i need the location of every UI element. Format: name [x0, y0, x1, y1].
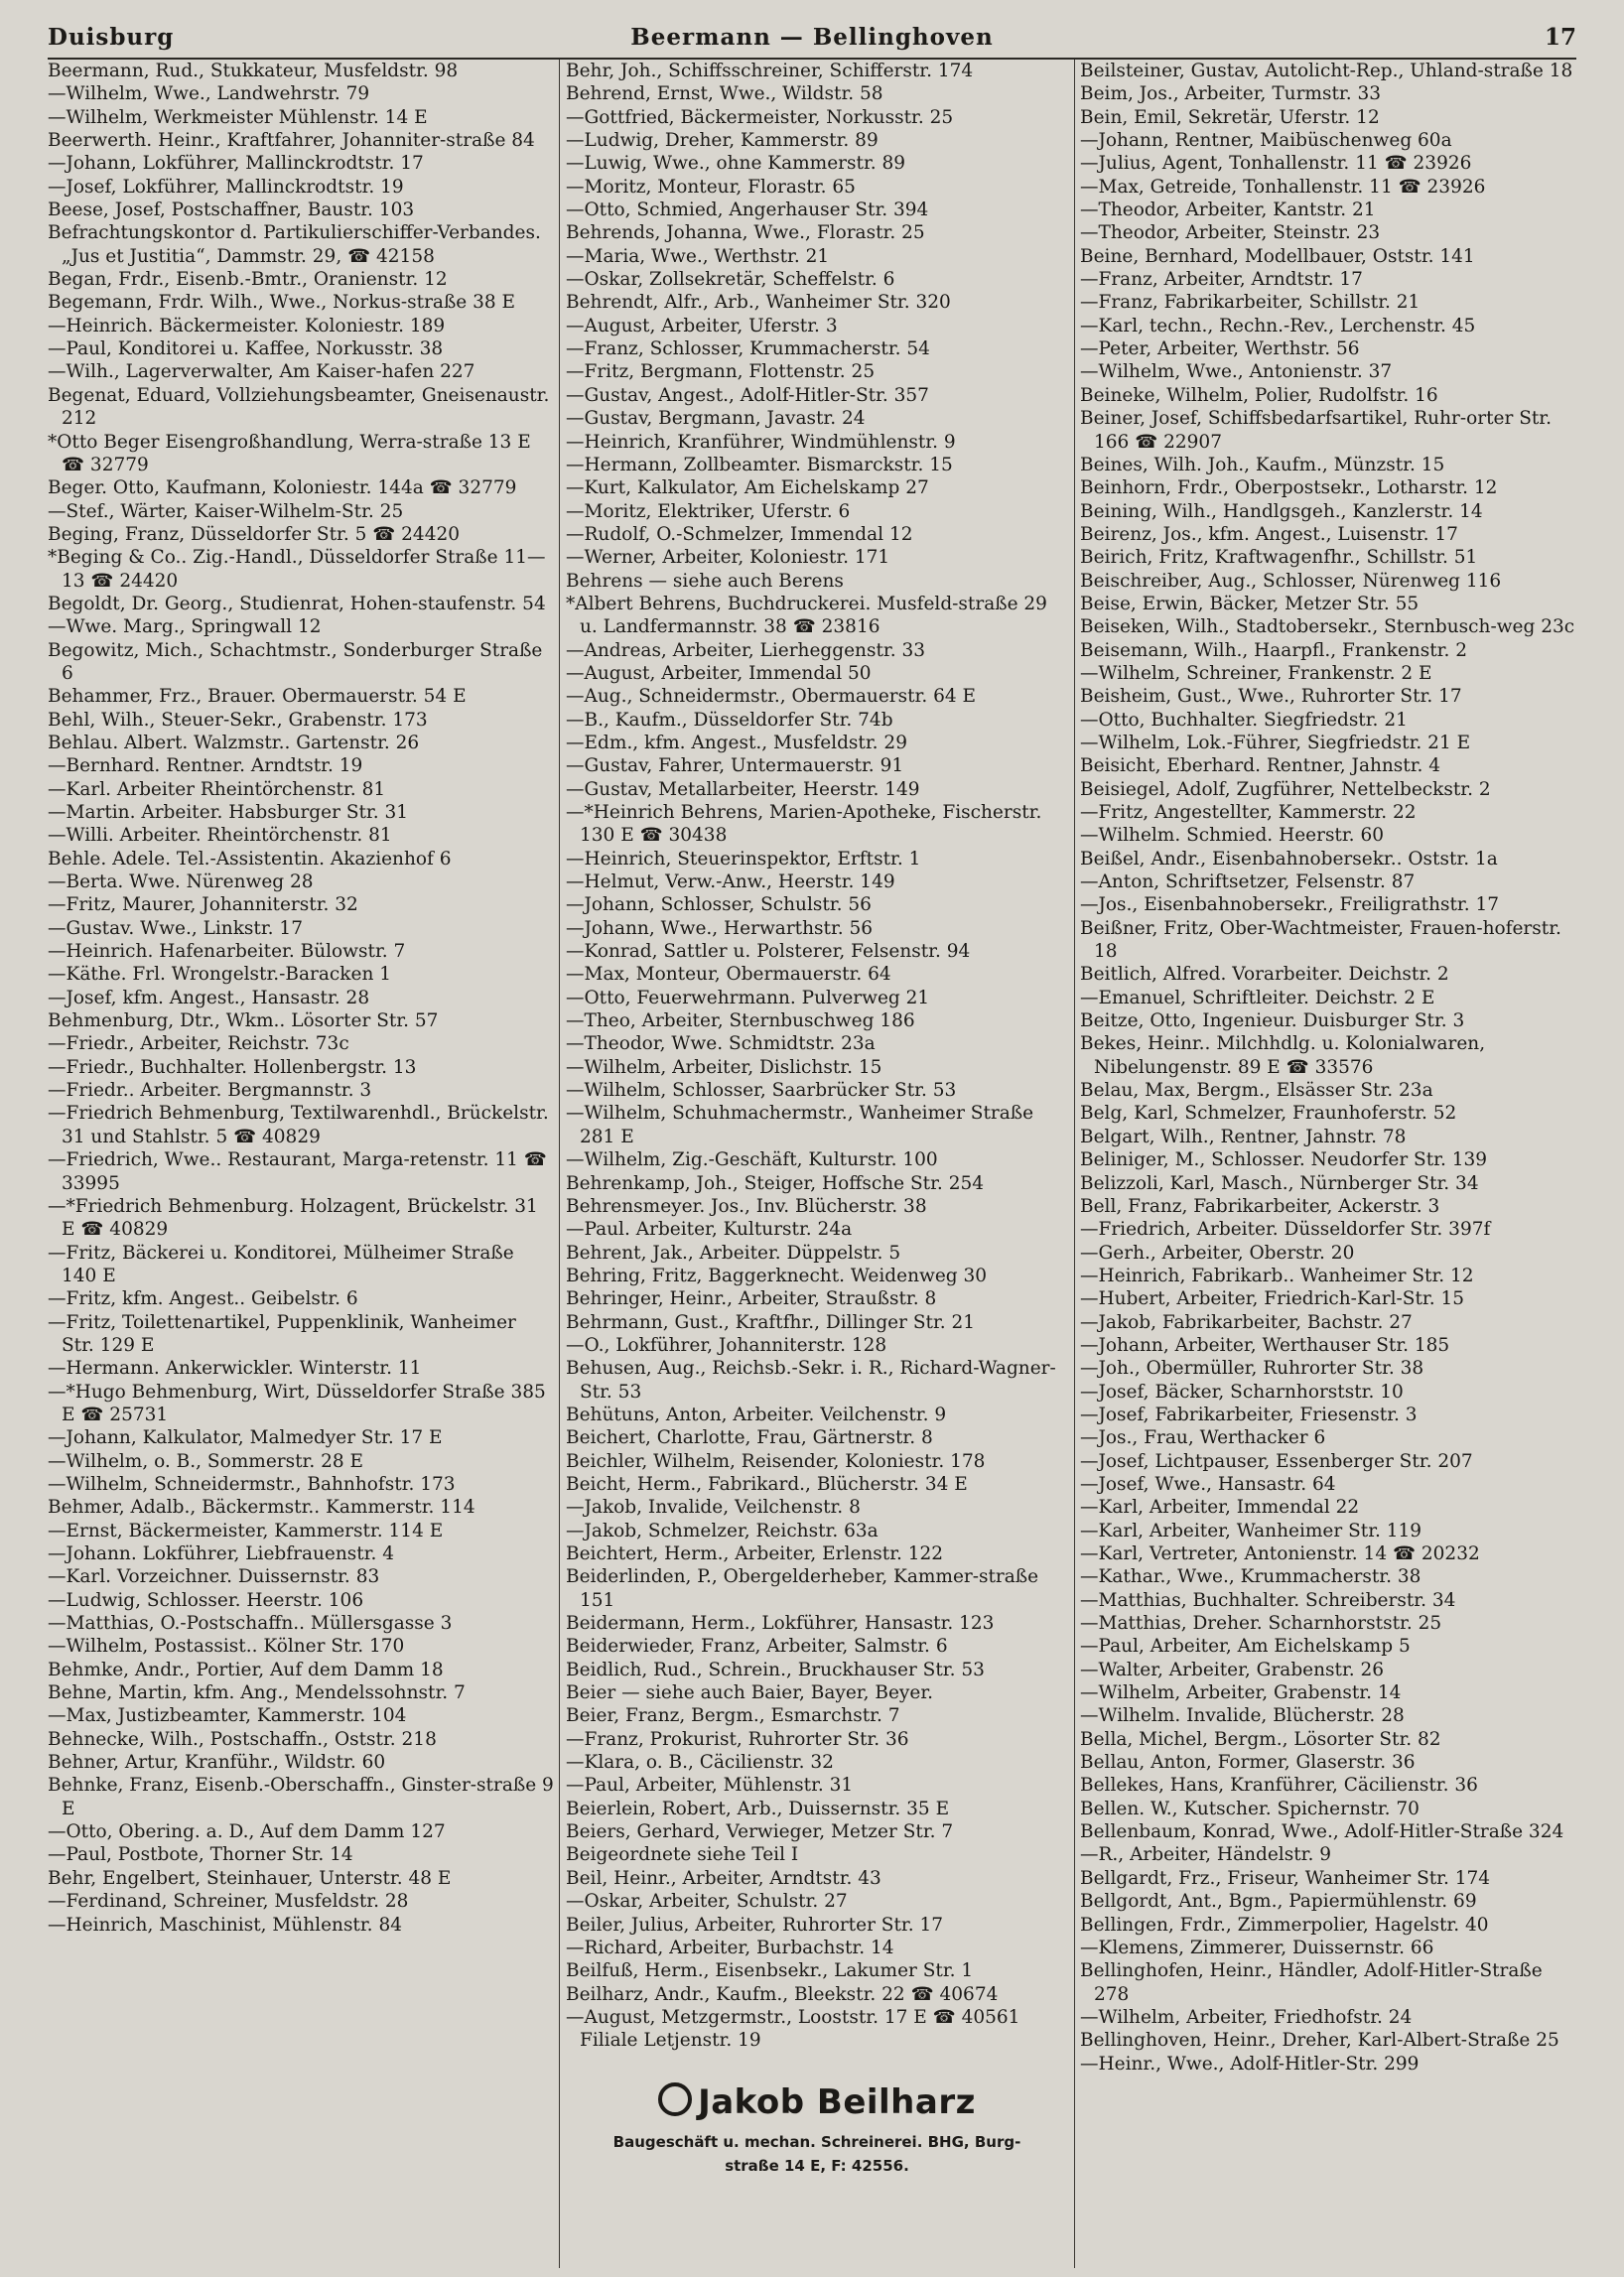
directory-entry: —Wilhelm, Schuhmachermstr., Wanheimer Straße 281 E — [566, 1103, 1034, 1147]
directory-entry: —Berta. Wwe. Nürenweg 28 — [48, 871, 314, 893]
directory-entry: Belgart, Wilh., Rentner, Jahnstr. 78 — [1080, 1126, 1407, 1147]
directory-entry: Beichtert, Herm., Arbeiter, Erlenstr. 122 — [566, 1543, 944, 1564]
directory-entry: Behrensmeyer. Jos., Inv. Blücherstr. 38 — [566, 1195, 927, 1217]
directory-entry: Beichler, Wilhelm, Reisender, Koloniestr. 178 — [566, 1450, 986, 1472]
directory-entry: Behring, Fritz, Baggerknecht. Weidenweg 30 — [566, 1265, 988, 1286]
directory-entry: Behne, Martin, kfm. Ang., Mendelssohnstr. 7 — [48, 1682, 466, 1704]
directory-entry: —Fritz, Bergmann, Flottenstr. 25 — [566, 361, 876, 383]
ad-text-line: Baugeschäft u. mechan. Schreinerei. BHG, Burg- — [612, 2132, 1021, 2151]
directory-entry: —Gustav, Bergmann, Javastr. 24 — [566, 408, 866, 430]
directory-entry: Beigeordnete siehe Teil I — [566, 1844, 799, 1866]
directory-entry: —Johann, Schlosser, Schulstr. 56 — [566, 894, 872, 916]
directory-entry: Behrenkamp, Joh., Steiger, Hoffsche Str. 254 — [566, 1172, 985, 1194]
directory-entry: —Heinrich, Steuerinspektor, Erftstr. 1 — [566, 848, 921, 870]
directory-entry: Beidlich, Rud., Schrein., Bruckhauser Str. 53 — [566, 1659, 985, 1680]
directory-entry: Beichert, Charlotte, Frau, Gärtnerstr. 8 — [566, 1427, 933, 1449]
directory-entry: —Karl. Arbeiter Rheintörchenstr. 81 — [48, 778, 386, 800]
directory-entry: Behmenburg, Dtr., Wkm.. Lösorter Str. 57 — [48, 1010, 439, 1032]
directory-entry: —Josef, Lichtpauser, Essenberger Str. 207 — [1080, 1450, 1473, 1472]
directory-entry: —Paul, Arbeiter, Mühlenstr. 31 — [566, 1775, 854, 1797]
directory-entry: Beiderlinden, P., Obergelderheber, Kammer-straße 151 — [566, 1566, 1039, 1611]
directory-entry: —Moritz, Monteur, Florastr. 65 — [566, 176, 856, 198]
directory-entry: —Josef, Bäcker, Scharnhorststr. 10 — [1080, 1381, 1404, 1403]
directory-entry: —Wilhelm, Wwe., Landwehrstr. 79 — [48, 83, 370, 105]
directory-entry: Beermann, Rud., Stukkateur, Musfeldstr. 98 — [48, 61, 459, 81]
directory-entry: —Jos., Frau, Werthacker 6 — [1080, 1427, 1326, 1449]
directory-entry: —Kathar., Wwe., Krummacherstr. 38 — [1080, 1566, 1421, 1588]
directory-entry: —Wilhelm, Werkmeister Mühlenstr. 14 E — [48, 106, 428, 128]
directory-entry: Beirich, Fritz, Kraftwagenfhr., Schillstr. 51 — [1080, 547, 1478, 569]
directory-entry: —B., Kaufm., Düsseldorfer Str. 74b — [566, 709, 893, 731]
advertisement — [566, 2082, 1068, 2178]
directory-entry: —Karl, Vertreter, Antonienstr. 14 ☎ 20232 — [1080, 1543, 1480, 1564]
column-3 — [1080, 60, 1576, 2268]
directory-entry: —Heinrich. Hafenarbeiter. Bülowstr. 7 — [48, 941, 406, 963]
header-city: Duisburg — [48, 24, 175, 51]
directory-entry: —Julius, Agent, Tonhallenstr. 11 ☎ 23926 — [1080, 153, 1472, 175]
directory-entry: Beining, Wilh., Handlgsgeh., Kanzlerstr. 14 — [1080, 500, 1483, 522]
directory-entry: —August, Arbeiter, Immendal 50 — [566, 662, 872, 684]
directory-entry: —Ferdinand, Schreiner, Musfeldstr. 28 — [48, 1891, 409, 1913]
directory-entry: Behrendt, Alfr., Arb., Wanheimer Str. 320 — [566, 292, 951, 314]
directory-entry: —Edm., kfm. Angest., Musfeldstr. 29 — [566, 732, 907, 753]
directory-entry: —Karl, techn., Rechn.-Rev., Lerchenstr. 45 — [1080, 315, 1476, 336]
directory-entry: —Karl, Arbeiter, Immendal 22 — [1080, 1497, 1360, 1519]
directory-entry: Belg, Karl, Schmelzer, Fraunhoferstr. 52 — [1080, 1103, 1457, 1125]
directory-entry: Begenat, Eduard, Vollziehungsbeamter, Gneisenaustr. 212 — [48, 384, 550, 430]
directory-entry: —Josef, Wwe., Hansastr. 64 — [1080, 1473, 1336, 1495]
directory-entry: —Heinrich, Fabrikarb.. Wanheimer Str. 12 — [1080, 1265, 1474, 1286]
directory-entry: —Wilhelm, Arbeiter, Friedhofstr. 24 — [1080, 2006, 1413, 2028]
directory-entry: —Franz, Arbeiter, Arndtstr. 17 — [1080, 269, 1363, 291]
directory-entry: —Matthias, Dreher. Scharnhorststr. 25 — [1080, 1613, 1442, 1635]
directory-entry: —Matthias, O.-Postschaffn.. Müllersgasse 3 — [48, 1613, 453, 1635]
directory-entry: Behrends, Johanna, Wwe., Florastr. 25 — [566, 222, 925, 244]
directory-entry: Beine, Bernhard, Modellbauer, Oststr. 141 — [1080, 245, 1475, 267]
directory-entry: Bein, Emil, Sekretär, Uferstr. 12 — [1080, 106, 1380, 128]
column-2 — [566, 60, 1068, 2268]
directory-entry: Belau, Max, Bergm., Elsässer Str. 23a — [1080, 1080, 1433, 1102]
directory-entry: —Max, Justizbeamter, Kammerstr. 104 — [48, 1705, 407, 1727]
directory-entry: —Maria, Wwe., Werthstr. 21 — [566, 245, 830, 267]
directory-entry: —Luwig, Wwe., ohne Kammerstr. 89 — [566, 153, 906, 175]
directory-entry: —*Heinrich Behrens, Marien-Apotheke, Fischerstr. 130 E ☎ 30438 — [566, 802, 1042, 847]
column-divider — [559, 60, 560, 2268]
directory-entry: —Josef, kfm. Angest., Hansastr. 28 — [48, 987, 370, 1008]
directory-entry: —Friedr., Buchhalter. Hollenbergstr. 13 — [48, 1056, 417, 1078]
directory-entry: Beilfuß, Herm., Eisenbsekr., Lakumer Str. 1 — [566, 1960, 974, 1982]
directory-entry: Befrachtungskontor d. Partikulierschiffer-Verbandes. „Jus et Justitia“, Dammstr. 29, ☎ 42158 — [48, 222, 541, 267]
directory-entry: Beißner, Fritz, Ober-Wachtmeister, Frauen-hoferstr. 18 — [1080, 917, 1561, 963]
directory-entry: —Theodor, Arbeiter, Steinstr. 23 — [1080, 222, 1381, 244]
directory-entry: —Johann. Lokführer, Liebfrauenstr. 4 — [48, 1543, 395, 1564]
directory-entry: *Beging & Co.. Zig.-Handl., Düsseldorfer Straße 11—13 ☎ 24420 — [48, 547, 546, 592]
directory-entry: Behmer, Adalb., Bäckermstr.. Kammerstr. 114 — [48, 1497, 475, 1519]
directory-entry: —Karl. Vorzeichner. Duissernstr. 83 — [48, 1566, 380, 1588]
directory-entry: —August, Metzgermstr., Looststr. 17 E ☎ 40561 Filiale Letjenstr. 19 — [566, 2006, 1020, 2052]
directory-entry: —*Friedrich Behmenburg. Holzagent, Brückelstr. 31 E ☎ 40829 — [48, 1195, 538, 1241]
directory-entry: Beilharz, Andr., Kaufm., Bleekstr. 22 ☎ 40674 — [566, 1983, 999, 2005]
directory-entry: —Wilhelm, Arbeiter, Dislichstr. 15 — [566, 1056, 882, 1078]
directory-entry: Bellau, Anton, Former, Glaserstr. 36 — [1080, 1752, 1416, 1774]
directory-entry: —Wilhelm, o. B., Sommerstr. 28 E — [48, 1450, 364, 1472]
directory-entry: —Helmut, Verw.-Anw., Heerstr. 149 — [566, 871, 895, 893]
directory-entry: Behlau. Albert. Walzmstr.. Gartenstr. 26 — [48, 732, 420, 753]
directory-entry: Beil, Heinr., Arbeiter, Arndtstr. 43 — [566, 1867, 881, 1889]
directory-entry: —R., Arbeiter, Händelstr. 9 — [1080, 1844, 1331, 1866]
directory-entry: —Paul, Postbote, Thorner Str. 14 — [48, 1844, 353, 1866]
directory-entry: Beise, Erwin, Bäcker, Metzer Str. 55 — [1080, 593, 1420, 614]
directory-entry: Bellenbaum, Konrad, Wwe., Adolf-Hitler-Straße 324 — [1080, 1821, 1564, 1843]
directory-entry: Behrens — siehe auch Berens — [566, 570, 844, 592]
directory-entry: —Jakob, Schmelzer, Reichstr. 63a — [566, 1520, 879, 1541]
directory-entry: —Hubert, Arbeiter, Friedrich-Karl-Str. 15 — [1080, 1288, 1465, 1310]
directory-entry: —Ludwig, Schlosser. Heerstr. 106 — [48, 1589, 364, 1611]
directory-entry: Bellingen, Frdr., Zimmerpolier, Hagelstr. 40 — [1080, 1914, 1489, 1936]
directory-entry: Beese, Josef, Postschaffner, Baustr. 103 — [48, 200, 415, 221]
directory-entry: Behrend, Ernst, Wwe., Wildstr. 58 — [566, 83, 883, 105]
column-divider — [1074, 60, 1075, 2268]
directory-entry: —Wilhelm, Wwe., Antonienstr. 37 — [1080, 361, 1393, 383]
directory-entry: Began, Frdr., Eisenb.-Bmtr., Oranienstr. 12 — [48, 269, 448, 291]
directory-entry: —Friedrich, Arbeiter. Düsseldorfer Str. 397f — [1080, 1219, 1491, 1241]
directory-entry: Behütuns, Anton, Arbeiter. Veilchenstr. 9 — [566, 1404, 947, 1425]
directory-entry: —Ludwig, Dreher, Kammerstr. 89 — [566, 130, 879, 152]
directory-entry: Bekes, Heinr.. Milchhdlg. u. Kolonialwaren, Nibelungenstr. 89 E ☎ 33576 — [1080, 1033, 1486, 1078]
directory-entry: Beicht, Herm., Fabrikard., Blücherstr. 34 E — [566, 1473, 968, 1495]
directory-entry: Bell, Franz, Fabrikarbeiter, Ackerstr. 3 — [1080, 1195, 1440, 1217]
directory-entry: —Wwe. Marg., Springwall 12 — [48, 616, 322, 638]
directory-entry: Beisheim, Gust., Wwe., Ruhrorter Str. 17 — [1080, 686, 1462, 708]
directory-entry: —Emanuel, Schriftleiter. Deichstr. 2 E — [1080, 987, 1435, 1008]
directory-entry: Beineke, Wilhelm, Polier, Rudolfstr. 16 — [1080, 384, 1438, 406]
directory-entry: —Werner, Arbeiter, Koloniestr. 171 — [566, 547, 890, 569]
directory-entry: —August, Arbeiter, Uferstr. 3 — [566, 315, 838, 336]
directory-entry: Behr, Joh., Schiffsschreiner, Schifferstr. 174 — [566, 61, 974, 81]
directory-entry: —Gustav, Angest., Adolf-Hitler-Str. 357 — [566, 384, 929, 406]
directory-entry: —Heinrich, Maschinist, Mühlenstr. 84 — [48, 1914, 402, 1936]
directory-entry: —Paul, Arbeiter, Am Eichelskamp 5 — [1080, 1636, 1411, 1658]
directory-entry: —Otto, Feuerwehrmann. Pulverweg 21 — [566, 987, 930, 1008]
directory-entry: —Anton, Schriftsetzer, Felsenstr. 87 — [1080, 871, 1416, 893]
directory-entry: —Otto, Obering. a. D., Auf dem Damm 127 — [48, 1821, 446, 1843]
directory-entry: —Willi. Arbeiter. Rheintörchenstr. 81 — [48, 825, 392, 847]
directory-entry: Behrmann, Gust., Kraftfhr., Dillinger Str. 21 — [566, 1311, 976, 1333]
directory-entry: Behl, Wilh., Steuer-Sekr., Grabenstr. 173 — [48, 709, 428, 731]
directory-entry: —Max, Monteur, Obermauerstr. 64 — [566, 964, 891, 986]
directory-entry: —Peter, Arbeiter, Werthstr. 56 — [1080, 338, 1360, 360]
directory-entry: —Theodor, Wwe. Schmidtstr. 23a — [566, 1033, 876, 1055]
directory-entry: Beliniger, M., Schlosser. Neudorfer Str. 139 — [1080, 1149, 1488, 1171]
ad-logo — [566, 2082, 1068, 2122]
directory-entry: —Gerh., Arbeiter, Oberstr. 20 — [1080, 1242, 1355, 1264]
directory-entry: —Wilhelm, Lok.-Führer, Siegfriedstr. 21 E — [1080, 732, 1471, 753]
directory-entry: —Matthias, Buchhalter. Schreiberstr. 34 — [1080, 1589, 1456, 1611]
directory-entry: —Aug., Schneidermstr., Obermauerstr. 64 E — [566, 686, 977, 708]
directory-entry: —Richard, Arbeiter, Burbachstr. 14 — [566, 1937, 894, 1958]
directory-entry: —Fritz, Toilettenartikel, Puppenklinik, Wanheimer Str. 129 E — [48, 1311, 516, 1356]
directory-entry: Belizzoli, Karl, Masch., Nürnberger Str. 34 — [1080, 1172, 1479, 1194]
directory-entry: —Stef., Wärter, Kaiser-Wilhelm-Str. 25 — [48, 500, 404, 522]
directory-entry: Bellgordt, Ant., Bgm., Papiermühlenstr. 69 — [1080, 1891, 1477, 1913]
directory-entry: Beines, Wilh. Joh., Kaufm., Münzstr. 15 — [1080, 454, 1445, 475]
directory-entry: —Gustav, Fahrer, Untermauerstr. 91 — [566, 755, 904, 777]
directory-entry: —Kurt, Kalkulator, Am Eichelskamp 27 — [566, 477, 929, 499]
directory-entry: —Klara, o. B., Cäcilienstr. 32 — [566, 1752, 834, 1774]
directory-entry: —Gottfried, Bäckermeister, Norkusstr. 25 — [566, 106, 954, 128]
directory-entry: Bellen. W., Kutscher. Spichernstr. 70 — [1080, 1798, 1420, 1819]
directory-entry: Beger. Otto, Kaufmann, Koloniestr. 144a ☎ 32779 — [48, 477, 517, 499]
directory-entry: Behle. Adele. Tel.-Assistentin. Akazienhof 6 — [48, 848, 452, 870]
directory-entry: —Oskar, Arbeiter, Schulstr. 27 — [566, 1891, 848, 1913]
directory-entry: Behnke, Franz, Eisenb.-Oberschaffn., Ginster-straße 9 E — [48, 1775, 554, 1819]
directory-entry: Beisemann, Wilh., Haarpfl., Frankenstr. 2 — [1080, 639, 1467, 661]
directory-entry: Beitlich, Alfred. Vorarbeiter. Deichstr. 2 — [1080, 964, 1449, 986]
header-name-range: Beermann — Bellinghoven — [630, 24, 994, 51]
directory-entry: —Paul, Konditorei u. Kaffee, Norkusstr. 38 — [48, 338, 444, 360]
directory-entry: Beißel, Andr., Eisenbahnobersekr.. Oststr. 1a — [1080, 848, 1498, 870]
directory-entry: —Friedrich Behmenburg, Textilwarenhdl., Brückelstr. 31 und Stahlstr. 5 ☎ 40829 — [48, 1103, 549, 1147]
directory-entry: Behnecke, Wilh., Postschaffn., Oststr. 218 — [48, 1728, 437, 1750]
directory-entry: —Franz, Schlosser, Krummacherstr. 54 — [566, 338, 930, 360]
directory-entry: —Heinr., Wwe., Adolf-Hitler-Str. 299 — [1080, 2053, 1420, 2075]
page-number: 17 — [1544, 24, 1576, 51]
directory-entry: —Johann, Lokführer, Mallinckrodtstr. 17 — [48, 153, 424, 175]
directory-entry: —Otto, Buchhalter. Siegfriedstr. 21 — [1080, 709, 1408, 731]
directory-entry: —Josef, Lokführer, Mallinckrodtstr. 19 — [48, 176, 404, 198]
directory-entry: —Wilhelm. Invalide, Blücherstr. 28 — [1080, 1705, 1405, 1727]
ad-company-name: Jakob Beilharz — [698, 2081, 976, 2122]
directory-entry: —Heinrich. Bäckermeister. Koloniestr. 189 — [48, 315, 446, 336]
directory-entry: —Fritz, Maurer, Johanniterstr. 32 — [48, 894, 358, 916]
directory-entry: Beinhorn, Frdr., Oberpostsekr., Lotharstr. 12 — [1080, 477, 1498, 499]
directory-entry: —Max, Getreide, Tonhallenstr. 11 ☎ 23926 — [1080, 176, 1486, 198]
directory-entry: —Ernst, Bäckermeister, Kammerstr. 114 E — [48, 1520, 444, 1541]
directory-entry: —Rudolf, O.-Schmelzer, Immendal 12 — [566, 523, 913, 545]
directory-entry: Begemann, Frdr. Wilh., Wwe., Norkus-straße 38 E — [48, 292, 516, 314]
directory-entry: Beim, Jos., Arbeiter, Turmstr. 33 — [1080, 83, 1382, 105]
directory-entry: —Friedrich, Wwe.. Restaurant, Marga-retenstr. 11 ☎ 33995 — [48, 1149, 547, 1194]
directory-entry: —Martin. Arbeiter. Habsburger Str. 31 — [48, 802, 409, 823]
directory-entry: Behner, Artur, Kranführ., Wildstr. 60 — [48, 1752, 386, 1774]
directory-entry: Bellekes, Hans, Kranführer, Cäcilienstr. 36 — [1080, 1775, 1478, 1797]
directory-entry: —Wilhelm. Schmied. Heerstr. 60 — [1080, 825, 1384, 847]
directory-entry: Beier, Franz, Bergm., Esmarchstr. 7 — [566, 1705, 900, 1727]
directory-entry: —Bernhard. Rentner. Arndtstr. 19 — [48, 755, 363, 777]
directory-entry: —Johann, Kalkulator, Malmedyer Str. 17 E — [48, 1427, 443, 1449]
directory-entry: Beiner, Josef, Schiffsbedarfsartikel, Ruhr-orter Str. 166 ☎ 22907 — [1080, 408, 1552, 453]
directory-entry: Bellinghoven, Heinr., Dreher, Karl-Albert-Straße 25 — [1080, 2030, 1559, 2052]
directory-entry: —Franz, Prokurist, Ruhrorter Str. 36 — [566, 1728, 909, 1750]
directory-entry: —Franz, Fabrikarbeiter, Schillstr. 21 — [1080, 292, 1421, 314]
directory-entry: —Wilhelm, Schneidermstr., Bahnhofstr. 173 — [48, 1473, 456, 1495]
directory-entry: —Theodor, Arbeiter, Kantstr. 21 — [1080, 200, 1376, 221]
directory-entry: —Josef, Fabrikarbeiter, Friesenstr. 3 — [1080, 1404, 1418, 1425]
directory-entry: —Moritz, Elektriker, Uferstr. 6 — [566, 500, 851, 522]
directory-entry: —Jakob, Fabrikarbeiter, Bachstr. 27 — [1080, 1311, 1413, 1333]
directory-entry: —Jos., Eisenbahnobersekr., Freiligrathstr. 17 — [1080, 894, 1500, 916]
directory-entry: *Albert Behrens, Buchdruckerei. Musfeld-straße 29 u. Landfermannstr. 38 ☎ 23816 — [566, 593, 1047, 638]
directory-entry: Beilsteiner, Gustav, Autolicht-Rep., Uhland-straße 18 — [1080, 61, 1573, 81]
directory-entry: —Wilhelm, Zig.-Geschäft, Kulturstr. 100 — [566, 1149, 938, 1171]
directory-entry: Begoldt, Dr. Georg., Studienrat, Hohen-staufenstr. 54 — [48, 593, 546, 614]
directory-entry: —Hermann. Ankerwickler. Winterstr. 11 — [48, 1358, 422, 1380]
page-header — [48, 18, 1576, 60]
directory-entry: —Wilhelm, Postassist.. Kölner Str. 170 — [48, 1636, 405, 1658]
directory-entry: —Fritz, Bäckerei u. Konditorei, Mülheimer Straße 140 E — [48, 1242, 514, 1286]
directory-entry: —Wilhelm, Arbeiter, Grabenstr. 14 — [1080, 1682, 1402, 1704]
ad-text-line: straße 14 E, F: 42556. — [725, 2156, 909, 2175]
directory-entry: Beisicht, Eberhard. Rentner, Jahnstr. 4 — [1080, 755, 1441, 777]
directory-entry: *Otto Beger Eisengroßhandlung, Werra-straße 13 E ☎ 32779 — [48, 431, 531, 475]
directory-entry: —Walter, Arbeiter, Grabenstr. 26 — [1080, 1659, 1385, 1680]
directory-entry: Beging, Franz, Düsseldorfer Str. 5 ☎ 24420 — [48, 523, 461, 545]
directory-entry: Begowitz, Mich., Schachtmstr., Sonderburger Straße 6 — [48, 639, 543, 684]
directory-entry: Bellinghofen, Heinr., Händler, Adolf-Hitler-Straße 278 — [1080, 1960, 1543, 2005]
directory-entry: —Wilhelm, Schlosser, Saarbrücker Str. 53 — [566, 1080, 957, 1102]
directory-entry: —O., Lokführer, Johanniterstr. 128 — [566, 1334, 887, 1356]
directory-entry: —Wilhelm, Schreiner, Frankenstr. 2 E — [1080, 662, 1432, 684]
directory-entry: —Andreas, Arbeiter, Lierheggenstr. 33 — [566, 639, 926, 661]
directory-entry: —Gustav, Metallarbeiter, Heerstr. 149 — [566, 778, 920, 800]
logo-ring-icon — [658, 2082, 692, 2116]
directory-entry: —Wilh., Lagerverwalter, Am Kaiser-hafen 227 — [48, 361, 475, 383]
directory-entry: Beischreiber, Aug., Schlosser, Nürenweg 116 — [1080, 570, 1502, 592]
directory-entry: —Oskar, Zollsekretär, Scheffelstr. 6 — [566, 269, 895, 291]
directory-entry: Beiers, Gerhard, Verwieger, Metzer Str. 7 — [566, 1821, 954, 1843]
directory-entry: —Friedr.. Arbeiter. Bergmannstr. 3 — [48, 1080, 372, 1102]
directory-entry: —Karl, Arbeiter, Wanheimer Str. 119 — [1080, 1520, 1422, 1541]
directory-entry: —Klemens, Zimmerer, Duissernstr. 66 — [1080, 1937, 1434, 1958]
directory-entry: —Joh., Obermüller, Ruhrorter Str. 38 — [1080, 1358, 1424, 1380]
directory-entry: Behammer, Frz., Brauer. Obermauerstr. 54 E — [48, 686, 467, 708]
directory-entry: —Johann, Wwe., Herwarthstr. 56 — [566, 917, 874, 939]
directory-entry: Beier — siehe auch Baier, Bayer, Beyer. — [566, 1682, 934, 1704]
directory-entry: —Jakob, Invalide, Veilchenstr. 8 — [566, 1497, 861, 1519]
directory-entry: Bella, Michel, Bergm., Lösorter Str. 82 — [1080, 1728, 1441, 1750]
directory-entry: Beierlein, Robert, Arb., Duissernstr. 35 E — [566, 1798, 950, 1819]
directory-entry: —Johann, Arbeiter, Werthauser Str. 185 — [1080, 1334, 1450, 1356]
directory-entry: —Theo, Arbeiter, Sternbuschweg 186 — [566, 1010, 915, 1032]
directory-entry: Behrent, Jak., Arbeiter. Düppelstr. 5 — [566, 1242, 901, 1264]
directory-entry: —Otto, Schmied, Angerhauser Str. 394 — [566, 200, 929, 221]
directory-entry: Bellgardt, Frz., Friseur, Wanheimer Str. 174 — [1080, 1867, 1491, 1889]
directory-entry: —Friedr., Arbeiter, Reichstr. 73c — [48, 1033, 349, 1055]
directory-entry: —Paul. Arbeiter, Kulturstr. 24a — [566, 1219, 853, 1241]
directory-entry: —*Hugo Behmenburg, Wirt, Düsseldorfer Straße 385 E ☎ 25731 — [48, 1381, 546, 1425]
directory-entry: —Gustav. Wwe., Linkstr. 17 — [48, 917, 303, 939]
directory-entry: Behr, Engelbert, Steinhauer, Unterstr. 48 E — [48, 1867, 452, 1889]
directory-entry: Behmke, Andr., Portier, Auf dem Damm 18 — [48, 1659, 444, 1680]
directory-entry: —Johann, Rentner, Maibüschenweg 60a — [1080, 130, 1452, 152]
directory-entry: —Konrad, Sattler u. Polsterer, Felsenstr. 94 — [566, 941, 971, 963]
directory-entry: —Fritz, kfm. Angest.. Geibelstr. 6 — [48, 1288, 358, 1310]
directory-entry: Beitze, Otto, Ingenieur. Duisburger Str. 3 — [1080, 1010, 1465, 1032]
directory-entry: Beiderwieder, Franz, Arbeiter, Salmstr. 6 — [566, 1636, 948, 1658]
directory-entry: Beiler, Julius, Arbeiter, Ruhrorter Str. 17 — [566, 1914, 944, 1936]
directory-entry: Behringer, Heinr., Arbeiter, Straußstr. 8 — [566, 1288, 937, 1310]
directory-entry: Beiseken, Wilh., Stadtobersekr., Sternbusch-weg 23c — [1080, 616, 1575, 638]
directory-entry: —Käthe. Frl. Wrongelstr.-Baracken 1 — [48, 964, 392, 986]
directory-entry: Beerwerth. Heinr., Kraftfahrer, Johanniter-straße 84 — [48, 130, 535, 152]
directory-entry: —Fritz, Angestellter, Kammerstr. 22 — [1080, 802, 1417, 823]
directory-entry: Beisiegel, Adolf, Zugführer, Nettelbeckstr. 2 — [1080, 778, 1491, 800]
directory-entry: Beidermann, Herm., Lokführer, Hansastr. 123 — [566, 1613, 995, 1635]
directory-entry: —Hermann, Zollbeamter. Bismarckstr. 15 — [566, 454, 953, 475]
directory-entry: Beirenz, Jos., kfm. Angest., Luisenstr. 17 — [1080, 523, 1458, 545]
column-1 — [48, 60, 554, 2268]
directory-columns — [48, 60, 1576, 2268]
directory-entry: Behusen, Aug., Reichsb.-Sekr. i. R., Richard-Wagner-Str. 53 — [566, 1358, 1056, 1403]
directory-entry: —Heinrich, Kranführer, Windmühlenstr. 9 — [566, 431, 956, 453]
